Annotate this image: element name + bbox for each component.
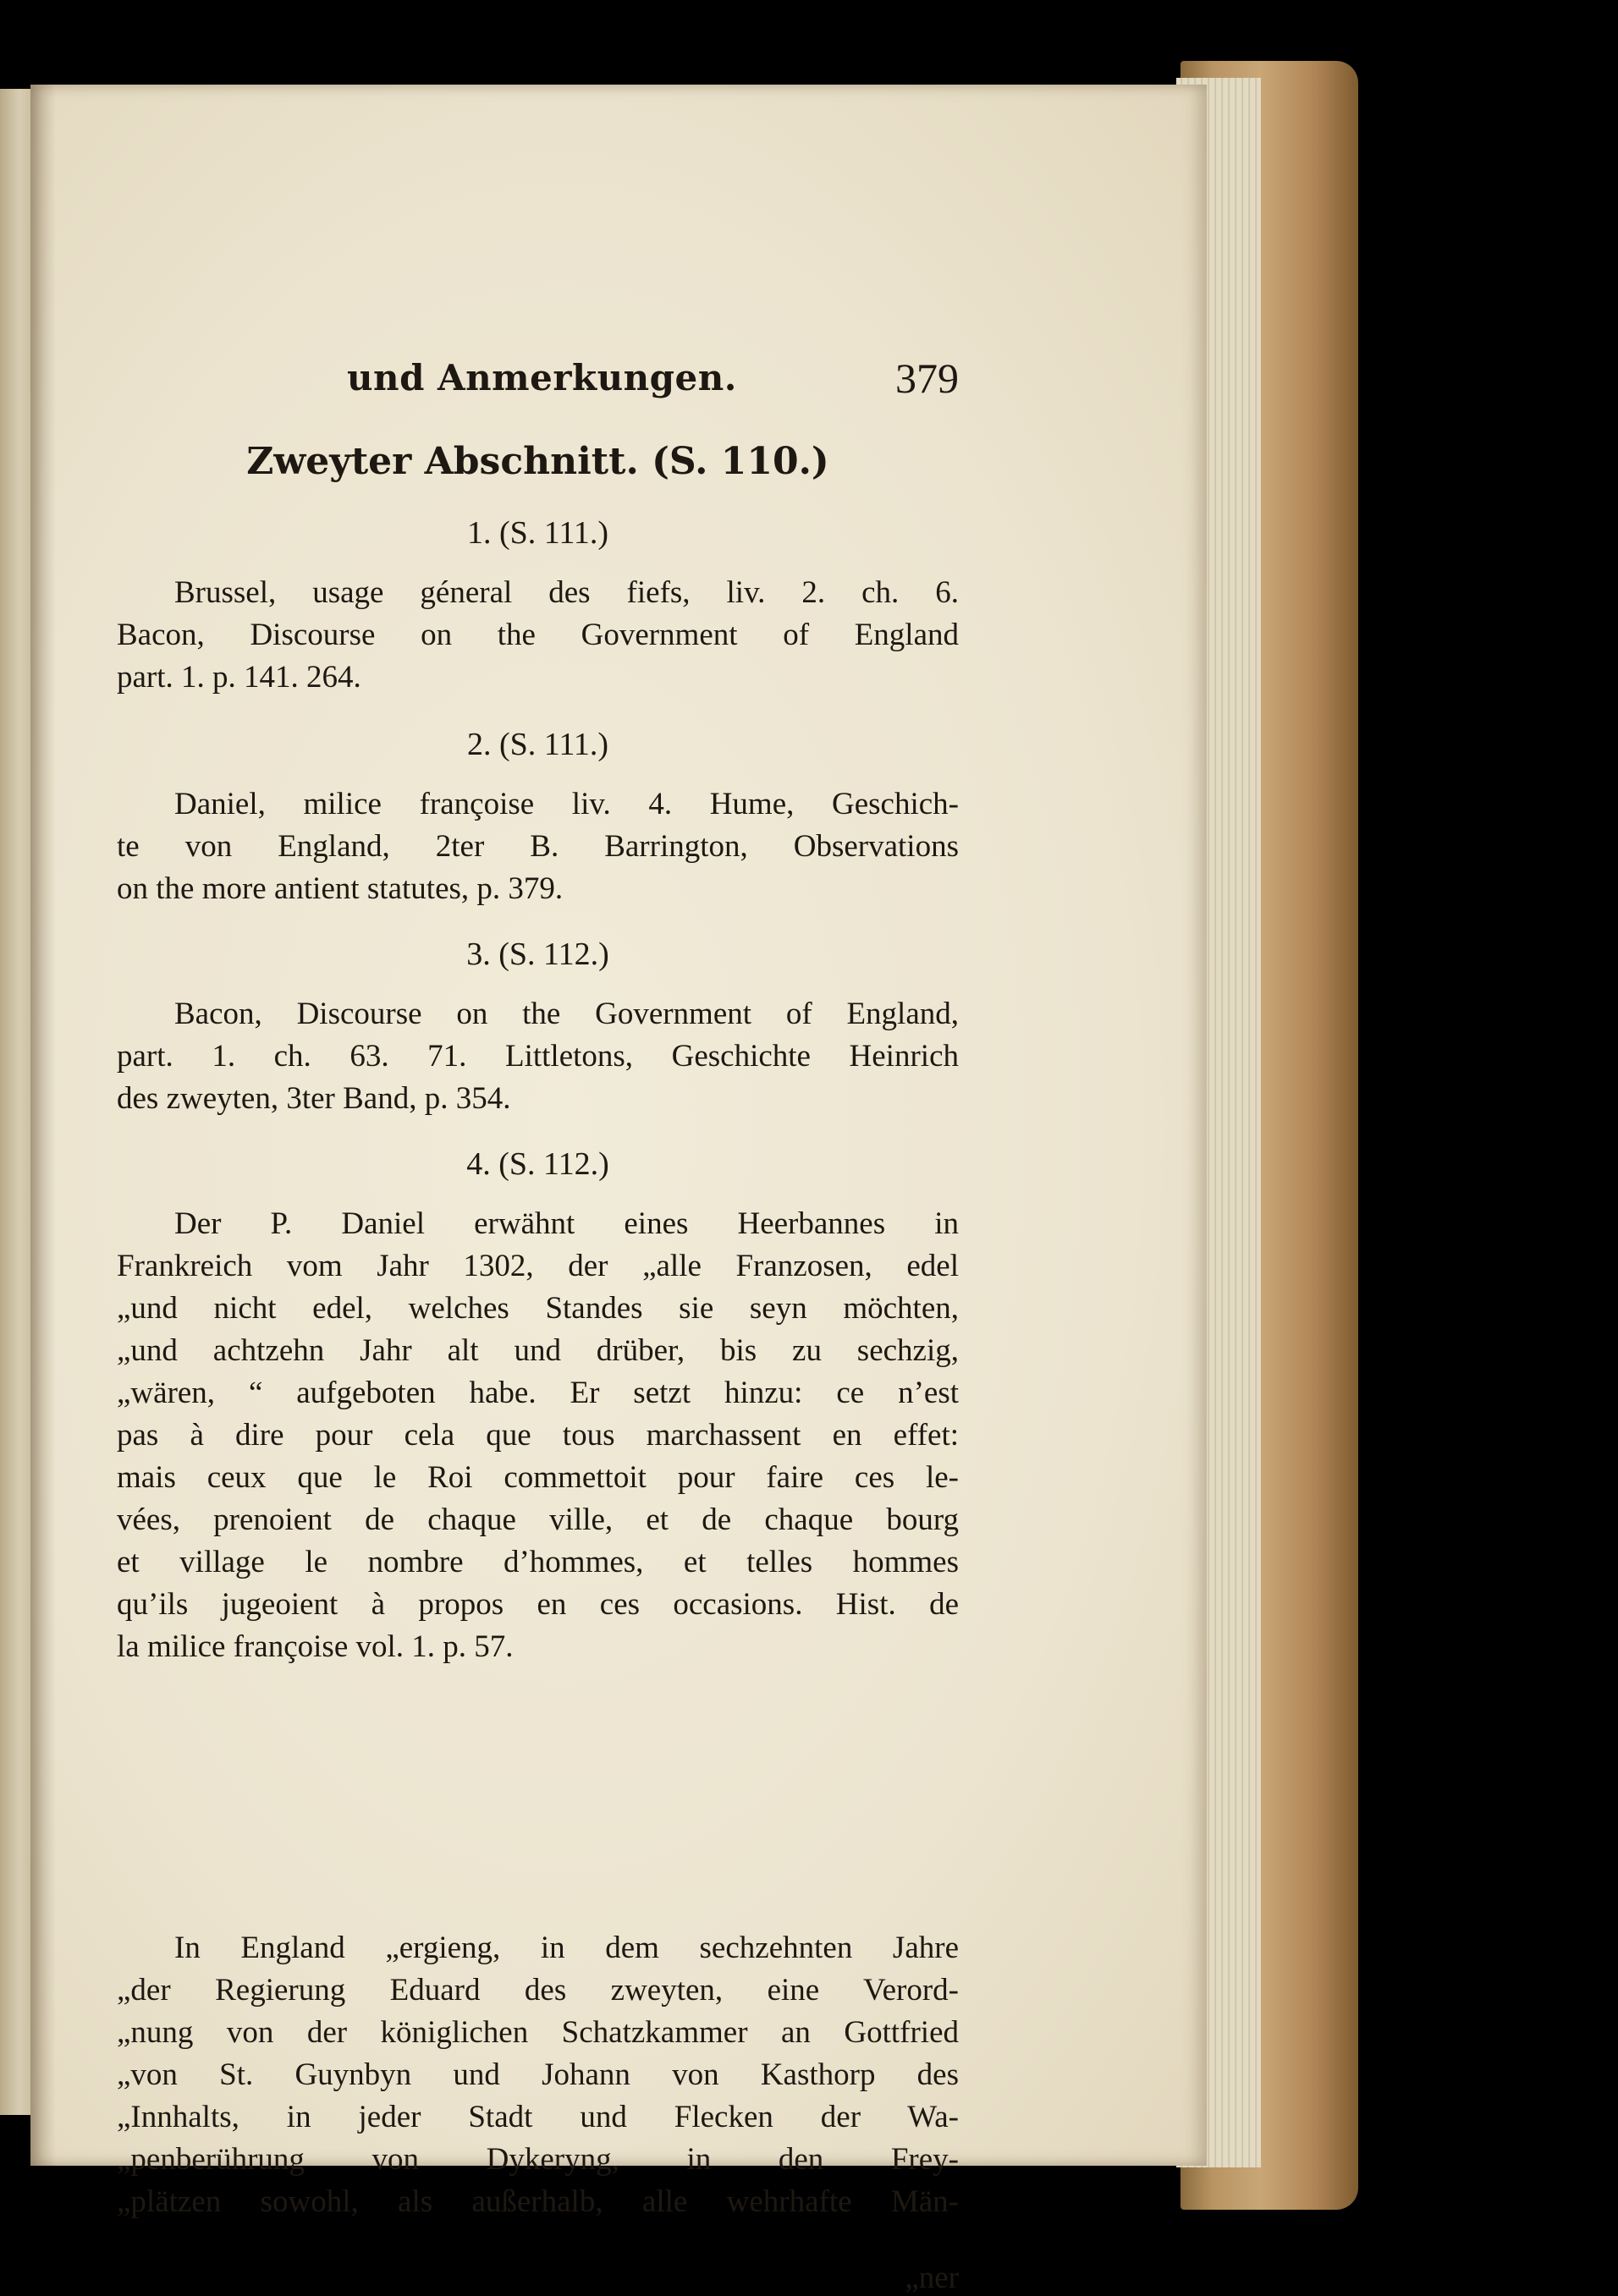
note-text [117,783,959,910]
text-line: pas à dire pour cela que tous marchassent en effet: [117,1418,959,1453]
text-line: la milice françoise vol. 1. p. 57. [117,1629,514,1664]
text-line: „von St. Guynbyn und Johann von Kasthorp des [117,2057,959,2092]
text-line: Bacon, Discourse on the Government of England, [174,997,959,1031]
text-line: Brussel, usage géneral des fiefs, liv. 2. ch. 6. [174,575,959,610]
page-number: 379 [895,354,959,402]
note-text [117,572,959,699]
text-line: Daniel, milice françoise liv. 4. Hume, Geschich- [174,787,959,821]
note-number: 1. (S. 111.) [466,515,609,551]
text-line: vées, prenoient de chaque ville, et de chaque bourg [117,1502,959,1537]
running-title: und Anmerkungen. [347,357,737,398]
text-line: In England „ergieng, in dem sechzehnten Jahre [174,1931,959,1965]
text-line: te von England, 2ter B. Barrington, Observations [117,829,959,864]
text-line: „und achtzehn Jahr alt und drüber, bis zu sechzig, [117,1333,959,1368]
text-line: des zweyten, 3ter Band, p. 354. [117,1081,511,1116]
text-line: Der P. Daniel erwähnt eines Heerbannes in [174,1206,959,1241]
running-head [117,349,959,416]
text-line: „plätzen sowohl, als außerhalb, alle wehrhafte Män- [117,2184,959,2219]
text-line: „wären, “ aufgeboten habe. Er setzt hinzu: ce n’est [117,1376,959,1410]
book-page [30,85,1207,2295]
text-line: part. 1. p. 141. 264. [117,660,361,695]
text-line: qu’ils jugeoient à propos en ces occasions. Hist. de [117,1587,959,1622]
final-paragraph [117,1927,959,2223]
note-number: 2. (S. 111.) [466,727,609,762]
note-number: 3. (S. 112.) [466,937,609,972]
note-number: 4. (S. 112.) [466,1146,609,1182]
section-heading: Zweyter Abschnitt. (S. 110.) [246,440,829,483]
text-line: on the more antient statutes, p. 379. [117,871,564,906]
note-text [117,1203,959,1668]
note-text [117,993,959,1120]
gutter-shadow [30,85,56,2166]
text-line: „nung von der königlichen Schatzkammer an Gottfried [117,2015,959,2050]
text-line: part. 1. ch. 63. 71. Littletons, Geschichte Heinrich [117,1039,959,1074]
text-line: „und nicht edel, welches Standes sie seyn möchten, [117,1291,959,1326]
text-line: „penberührung von Dykeryng, in den Frey- [117,2142,959,2177]
text-line: Bacon, Discourse on the Government of England [117,618,959,652]
text-line: Frankreich vom Jahr 1302, der „alle Franzosen, edel [117,1249,959,1283]
text-line: mais ceux que le Roi commettoit pour faire ces le- [117,1460,959,1495]
catchword: „ner [905,2260,959,2295]
text-line: „der Regierung Eduard des zweyten, eine Verord- [117,1973,959,2008]
text-line: „Innhalts, in jeder Stadt und Flecken der Wa- [117,2100,959,2134]
text-line: et village le nombre d’hommes, et telles hommes [117,1545,959,1579]
